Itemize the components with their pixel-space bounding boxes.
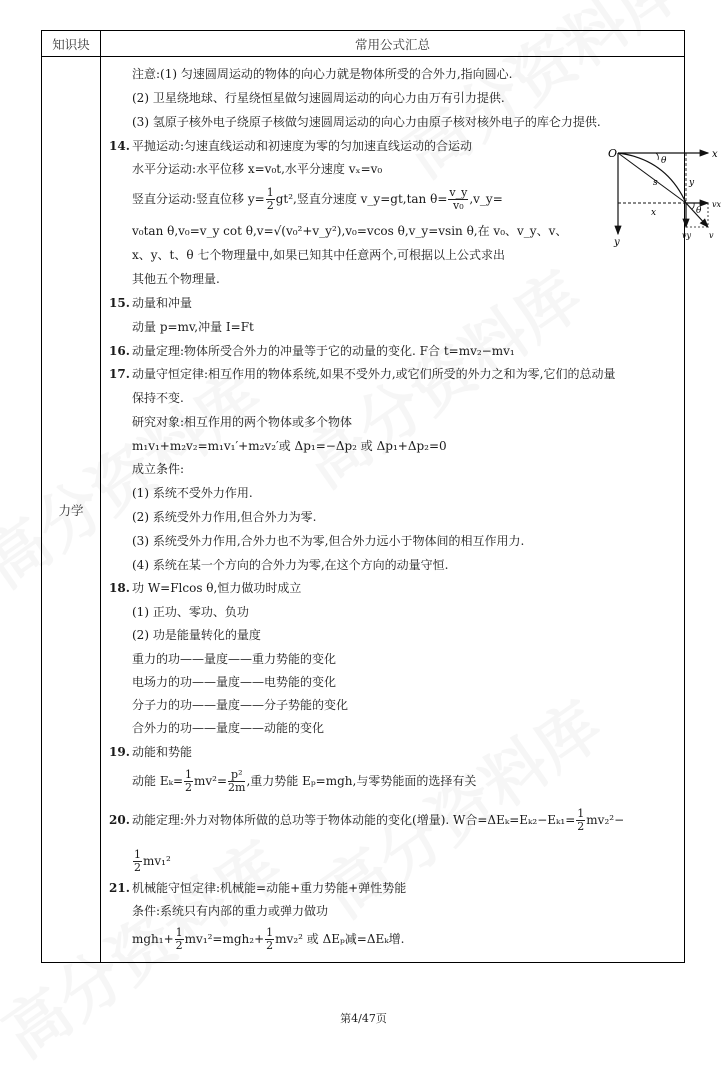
item-18-line-1: (1) 正功、零功、负功 [132,605,249,619]
page-number: 第4/47页 [340,1012,387,1025]
item-21-condition: 条件:系统只有内部的重力或弹力做功 [132,904,329,918]
svg-text:θ: θ [661,156,667,166]
item-17-conditions-label: 成立条件: [132,462,185,476]
item-18-line-6: 合外力的功——量度——动能的变化 [132,721,325,735]
numerator: 1 [577,807,585,820]
text: mv²= [194,774,228,788]
item-17-line-1: 保持不变. [132,391,184,405]
item-17-condition-3: (3) 系统受外力作用,合外力也不为零,但合外力远小于物体间的相互作用力. [132,534,525,548]
item-20-continuation [132,849,171,874]
svg-text:y: y [689,178,695,188]
numerator: v_y [449,186,468,199]
svg-text:x: x [712,149,718,160]
numerator: 1 [185,768,193,781]
svg-text:vy: vy [682,231,692,240]
denominator: 2 [175,939,183,952]
item-title: 动能和势能 [132,745,193,759]
item-number: 21. [109,881,130,895]
text: 竖直分运动:竖直位移 y= [132,192,265,206]
item-14-relations: v₀tan θ,v₀=v_y cot θ,v=√(v₀²+v_y²),v₀=vcos θ,v_y=vsin θ,在 v₀、v_y、v、 [132,224,568,238]
fraction [576,808,585,833]
item-number: 18. [109,581,130,595]
numerator: 1 [266,186,274,199]
item-21-title [109,877,406,900]
denominator: 2m [228,781,246,794]
item-14-title [109,135,472,158]
table-header-row [42,31,685,57]
item-title: 动量守恒定律:相互作用的物体系统,如果不受外力,或它们所受的外力之和为零,它们的总动量 [132,367,616,381]
item-18-title [109,577,301,600]
item-19-title [109,741,192,764]
note-3: (3) 氢原子核外电子绕原子核做匀速圆周运动的向心力由原子核对核外电子的库仑力提供. [132,115,601,129]
svg-text:s: s [653,178,658,188]
svg-text:y: y [614,237,620,248]
text: ,v_y= [469,192,503,206]
denominator: v₀ [453,199,464,212]
item-17-condition-2: (2) 系统受外力作用,但合外力为零. [132,510,317,524]
fraction [133,849,142,874]
item-15-formula: 动量 p=mv,冲量 I=Ft [132,320,254,334]
item-20-title [109,808,624,833]
item-title: 平抛运动:匀速直线运动和初速度为零的匀加速直线运动的合运动 [132,139,473,153]
item-18-line-4: 电场力的功——量度——电势能的变化 [132,675,337,689]
numerator: 1 [175,926,183,939]
denominator: 2 [266,199,274,212]
fraction [175,927,184,952]
note-1: 注意:(1) 匀速圆周运动的物体的向心力就是物体所受的合外力,指向圆心. [132,67,513,81]
numerator: 1 [266,926,274,939]
item-title: 动量和冲量 [132,296,193,310]
item-title: 动量定理:物体所受合外力的冲量等于它的动量的变化. F合 t=mv₂−mv₁ [132,344,515,358]
fraction [448,187,468,212]
item-18-line-3: 重力的功——量度——重力势能的变化 [132,652,337,666]
formula-table [41,30,722,963]
text: 动能 Eₖ= [132,774,184,788]
denominator: 2 [185,781,193,794]
item-18-line-5: 分子力的功——量度——分子势能的变化 [132,698,349,712]
item-14-horizontal: 水平分运动:水平位移 x=v₀t,水平分速度 vₓ=v₀ [132,162,383,176]
item-number: 15. [109,296,130,310]
fraction [184,769,193,794]
item-number: 16. [109,344,130,358]
item-17-title [109,363,616,386]
numerator: 1 [134,848,141,861]
fraction [228,769,245,794]
item-title: 机械能守恒定律:机械能=动能+重力势能+弹性势能 [132,881,407,895]
item-number: 14. [109,139,130,153]
item-17-condition-4: (4) 系统在某一个方向的合外力为零,在这个方向的动量守恒. [132,558,449,572]
category-mechanics: 力学 [42,57,101,963]
denominator: 2 [266,939,274,952]
item-17-line-2: 研究对象:相互作用的两个物体或多个物体 [132,415,353,429]
text: mgh₁+ [132,932,174,946]
item-14-vertical [132,187,503,212]
item-17-formula: m₁v₁+m₂v₂=m₁v₁′+m₂v₂′或 Δp₁=−Δp₂ 或 Δp₁+Δp₂=0 [132,439,447,453]
item-14-conclusion: 其他五个物理量. [132,272,220,286]
svg-text:θ: θ [696,206,702,216]
item-16-title [109,340,515,363]
text: mv₂² 或 ΔEₚ减=ΔEₖ增. [275,932,405,946]
svg-text:x: x [651,208,657,218]
text: ,重力势能 Eₚ=mgh,与零势能面的选择有关 [246,774,477,788]
denominator: 2 [577,820,585,833]
item-number: 20. [109,813,130,827]
header-knowledge-block: 知识块 [42,31,101,57]
projectile-motion-diagram [606,141,727,261]
header-formula-summary: 常用公式汇总 [101,31,685,57]
item-number: 17. [109,367,130,381]
item-title: 动能定理:外力对物体所做的总功等于物体动能的变化(增量). W合=ΔEₖ=Eₖ₂−Eₖ₁= [132,813,576,827]
svg-text:v: v [709,231,714,240]
item-17-condition-1: (1) 系统不受外力作用. [132,486,253,500]
item-title: 功 W=Flcos θ,恒力做功时成立 [132,581,302,595]
text: mv₁²=mgh₂+ [184,932,265,946]
fraction [265,927,274,952]
note-2: (2) 卫星绕地球、行星绕恒星做匀速圆周运动的向心力由万有引力提供. [132,91,505,105]
text: mv₁² [143,854,171,868]
svg-text:vx: vx [712,200,722,209]
denominator: 2 [134,861,141,874]
numerator: p² [228,769,245,782]
item-19-formula [132,769,476,794]
formula-content-cell [101,57,722,963]
item-14-quantities: x、y、t、θ 七个物理量中,如果已知其中任意两个,可根据以上公式求出 [132,248,506,262]
text: mv₂²− [586,813,625,827]
table-body-row [42,57,685,963]
item-number: 19. [109,745,130,759]
item-15-title [109,292,192,315]
text: gt²,竖直分速度 v_y=gt,tan θ= [275,192,448,206]
origin-label: O [608,147,618,160]
fraction [266,187,275,212]
item-18-line-2: (2) 功是能量转化的量度 [132,628,261,642]
item-21-formula [132,927,404,952]
